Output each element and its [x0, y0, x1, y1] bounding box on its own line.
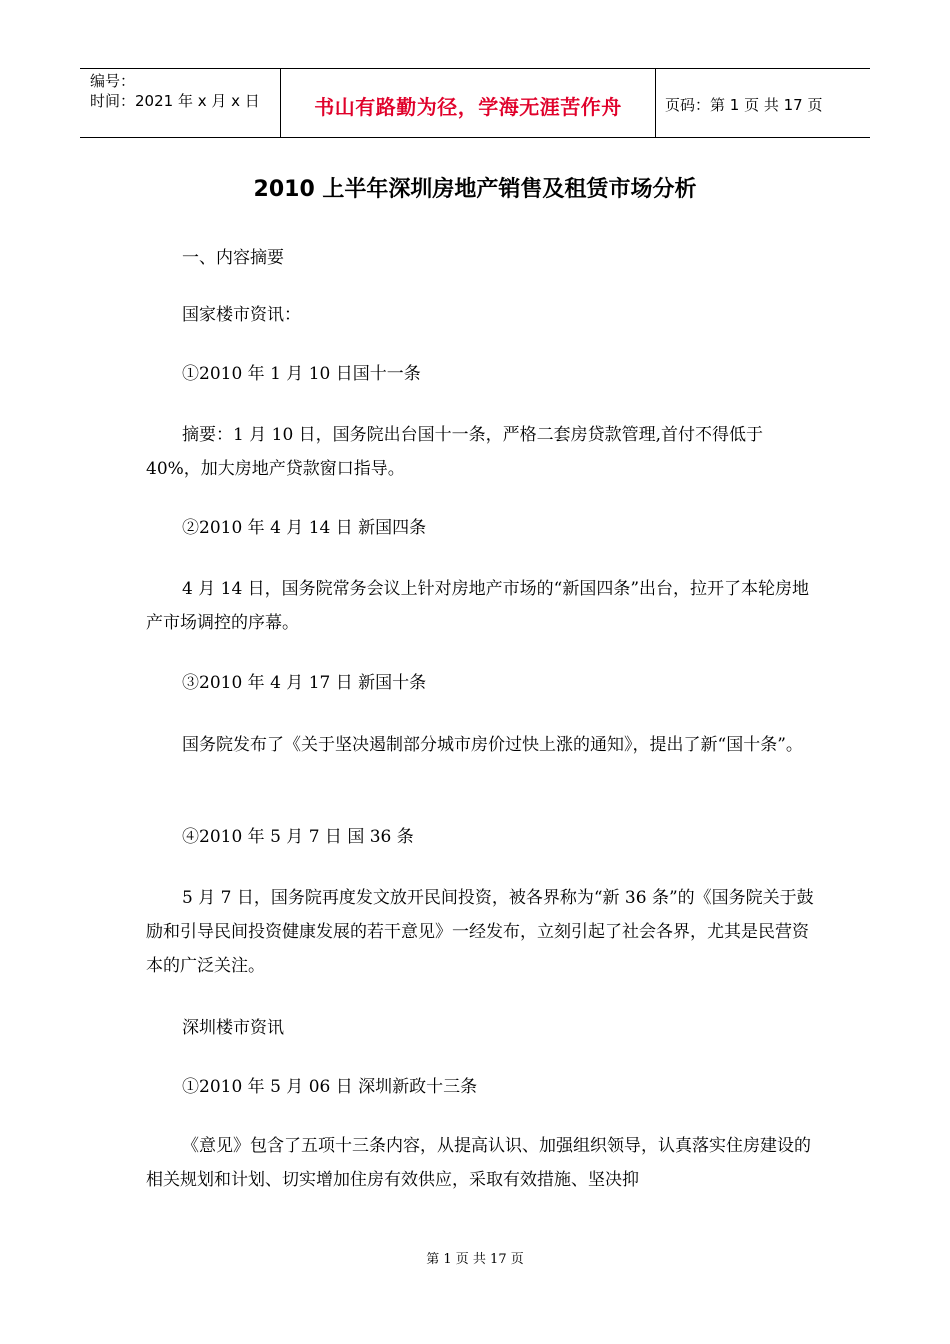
subsection-heading: 深圳楼市资讯	[182, 1018, 284, 1038]
subsection-heading: 国家楼市资讯：	[182, 305, 301, 325]
motto-text: 书山有路勤为径，学海无涯苦作舟	[314, 95, 622, 119]
item-heading: ③2010 年 4 月 17 日 新国十条	[182, 673, 427, 693]
time-label: 时间：2021 年 x 月 x 日	[90, 92, 260, 110]
header-page-cell	[655, 69, 870, 137]
page-footer: 第 1 页 共 17 页	[426, 1252, 524, 1267]
header-motto-cell	[280, 69, 656, 137]
number-label: 编号：	[90, 72, 136, 90]
item-heading: ①2010 年 5 月 06 日 深圳新政十三条	[182, 1077, 478, 1097]
paragraph: 4 月 14 日，国务院常务会议上针对房地产市场的“新国四条”出台，拉开了本轮房地产市场调控的序幕。	[146, 579, 810, 633]
page-info: 页码：第 1 页 共 17 页	[665, 96, 823, 114]
paragraph: 《意见》包含了五项十三条内容，从提高认识、加强组织领导，认真落实住房建设的相关规划和计划、切实增加住房有效供应，采取有效措施、坚决抑	[146, 1136, 811, 1190]
header-meta	[80, 69, 280, 139]
section-heading: 一、内容摘要	[182, 248, 284, 268]
item-heading: ②2010 年 4 月 14 日 新国四条	[182, 518, 427, 538]
paragraph: 国务院发布了《关于坚决遏制部分城市房价过快上涨的通知》，提出了新“国十条”。	[182, 735, 803, 755]
document-title: 2010 上半年深圳房地产销售及租赁市场分析	[253, 177, 697, 202]
paragraph: 5 月 7 日，国务院再度发文放开民间投资，被各界称为“新 36 条”的《国务院关于鼓励和引导民间投资健康发展的若干意见》一经发布，立刻引起了社会各界，尤其是民营资本的广泛关注。	[146, 888, 814, 976]
paragraph: 摘要：1 月 10 日，国务院出台国十一条，严格二套房贷款管理,首付不得低于 40%，加大房地产贷款窗口指导。	[146, 425, 764, 479]
item-heading: ①2010 年 1 月 10 日国十一条	[182, 364, 421, 384]
document-header	[80, 68, 870, 138]
item-heading: ④2010 年 5 月 7 日 国 36 条	[182, 827, 414, 847]
